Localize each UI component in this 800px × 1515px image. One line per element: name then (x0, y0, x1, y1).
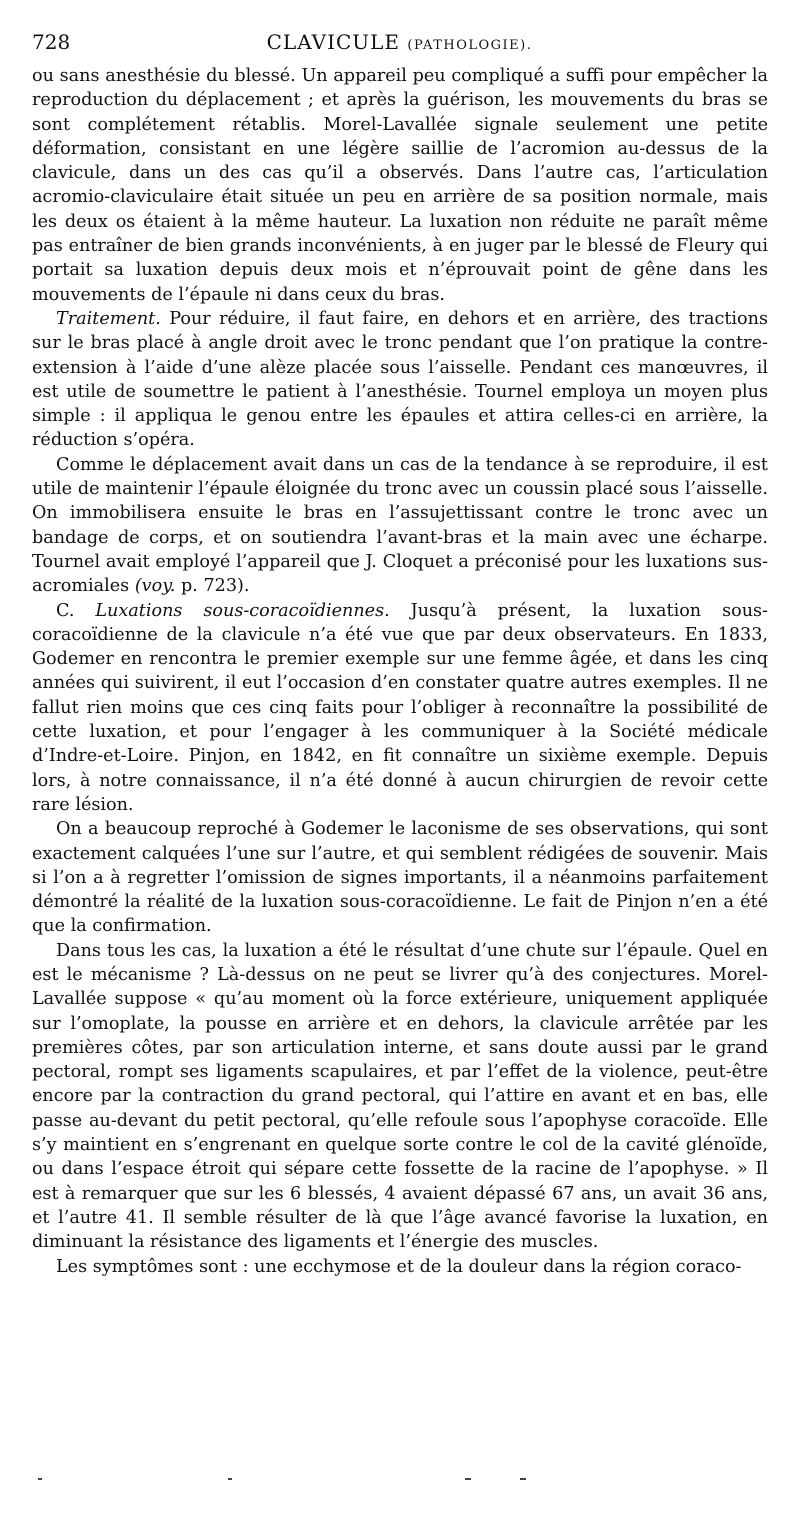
speck (38, 1478, 42, 1480)
running-header (32, 30, 767, 58)
speck (465, 1478, 471, 1480)
paragraph-godemer (32, 817, 768, 938)
paragraph-text: ou sans anesthésie du blessé. Un appareil peu compliqué a suffi pour empêcher la reproduction du déplacement ; et après la guérison, les mouvements du bras se sont complétement rétablis. Morel-Lavallée signale seulement une petite déformation, consistant en une légère saillie de l’acromion au-dessus de la clavicule, dans un des cas qu’il a observés. Dans l’autre cas, l’articulation acromio-claviculaire était située un peu en arrière de sa position normale, mais les deux os étaient à la même hauteur. La luxation non réduite ne paraît même pas entraîner de bien grands inconvénients, à en juger par le blessé de Fleury qui portait sa luxation depuis deux mois et n’éprouvait point de gêne dans les mouvements de l’épaule ni dans ceux du bras. (32, 66, 768, 305)
paragraph-text: Dans tous les cas, la luxation a été le résultat d’une chute sur l’épaule. Quel en est le mécanisme ? Là-dessus on ne peut se livrer qu’à des conjectures. Morel-Lavallée suppose « qu’au moment où la force extérieure, uniquement appliquée sur l’omoplate, la pousse en arrière et en dehors, la clavicule arrêtée par les premières côtes, par son articulation interne, et sans doute aussi par le grand pectoral, rompt ses ligaments scapulaires, et par l’effet de la violence, peut-être encore par la contraction du grand pectoral, qui l’attire en avant et en bas, elle passe au-devant du petit pectoral, qu’elle refoule sous l’apophyse coracoïde. Elle s’y maintient en s’engrenant en quelque sorte contre le col de la cavité glénoïde, ou dans l’espace étroit qui sépare cette fossette de la racine de l’apophyse. » Il est à remarquer que sur les 6 blessés, 4 avaient dépassé 67 ans, un avait 36 ans, et l’autre 41. Il semble résulter de là que l’âge avancé favorise la luxation, en diminuant la résistance des ligaments et l’énergie des muscles. (32, 940, 768, 1253)
paragraph-text: Jusqu’à présent, la luxation sous-coracoïdienne de la clavicule n’a été vue que par deux observateurs. En 1833, Godemer en rencontra le premier exemple sur une femme âgée, et dans les cinq années qui suivirent, il eut l’occasion d’en constater quatre autres exemples. Il ne fallut rien moins que ces cinq faits pour l’obliger à reconnaître la possibilité de cette luxation, et pour l’engager à les communiquer à la Société médicale d’Indre-et-Loire. Pinjon, en 1842, en fit connaître un sixième exemple. Depuis lors, à notre connaissance, il n’a été donné à aucun chirurgien de revoir cette rare lésion. (32, 600, 768, 815)
speck (228, 1478, 232, 1480)
paragraph-section-c (32, 599, 768, 818)
section-label: C. (56, 600, 75, 621)
paragraph-symptomes (32, 1255, 768, 1279)
cross-reference-page: p. 723). (175, 576, 250, 597)
speck (520, 1478, 526, 1480)
section-heading: Luxations sous-coracoïdiennes. (95, 600, 390, 621)
scan-specks (0, 1470, 800, 1490)
paragraph-mecanisme (32, 939, 768, 1255)
paragraph-text: Les symptômes sont : une ecchymose et de la douleur dans la région coraco- (56, 1256, 742, 1277)
paragraph-continuation (32, 64, 768, 307)
paragraph-traitement (32, 307, 768, 453)
running-title-main: CLAVICULE (266, 30, 401, 54)
paragraph-text: On a beaucoup reproché à Godemer le laconisme de ses observations, qui sont exactement calquées l’une sur l’autre, et qui semblent rédigées de souvenir. Mais si l’on a à regretter l’omission de signes importants, il a néanmoins parfaitement démontré la réalité de la luxation sous-coracoïdienne. Le fait de Pinjon n’en a été que la confirmation. (32, 819, 768, 937)
running-title-sub: (PATHOLOGIE). (407, 38, 533, 53)
paragraph-text: Comme le déplacement avait dans un cas de la tendance à se reproduire, il est utile de maintenir l’épaule éloignée du tronc avec un coussin placé sous l’aisselle. On immobilisera ensuite le bras en l’assujettissant contre le tronc avec un bandage de corps, et on soutiendra l’avant-bras et la main avec une écharpe. Tournel avait employé l’appareil que J. Cloquet a préconisé pour les luxations sus-acromiales (32, 454, 768, 597)
paragraph-lead: Traitement. (56, 308, 161, 329)
running-title (32, 30, 767, 54)
page-body (32, 64, 768, 1279)
page-number: 728 (32, 30, 71, 54)
paragraph-maintenance (32, 453, 768, 599)
paragraph-text: Pour réduire, il faut faire, en dehors et en arrière, des tractions sur le bras placé à angle droit avec le tronc pendant que l’on pratique la contre-extension à l’aide d’une alèze placée sous l’aisselle. Pendant ces manœuvres, il est utile de soumettre le patient à l’anesthésie. Tournel employa un moyen plus simple : il appliqua le genou entre les épaules et attira celles-ci en arrière, la réduction s’opéra. (32, 308, 768, 451)
cross-reference-voy: (voy. (134, 576, 176, 597)
